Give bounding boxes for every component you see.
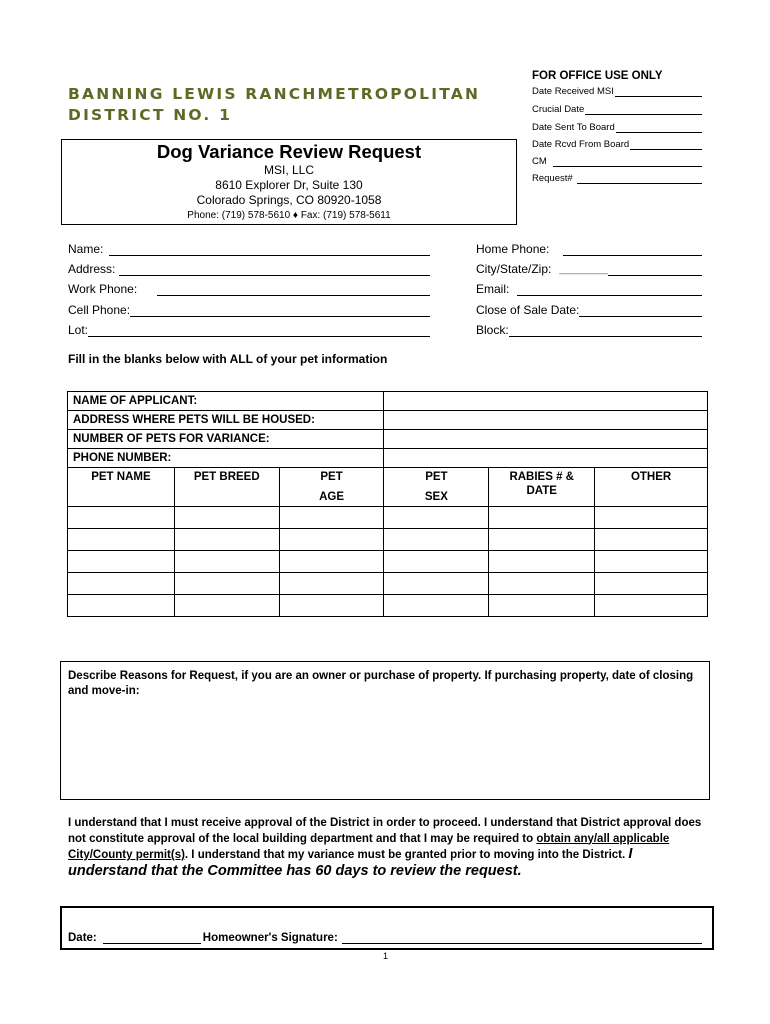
pet-info-table (67, 391, 708, 617)
date-label: Date: (68, 932, 97, 944)
col-header-pet-age-line2: AGE (319, 491, 345, 503)
pet-cell[interactable] (384, 595, 489, 617)
col-header-rabies-line2: DATE (526, 485, 557, 497)
col-header-pet-age (279, 468, 384, 507)
address-field[interactable] (68, 260, 430, 276)
office-field-label: Request# (532, 173, 573, 184)
office-field-cm[interactable] (532, 153, 702, 167)
table-row (68, 411, 708, 430)
homeowner-signature-label: Homeowner's Signature: (202, 932, 338, 944)
pet-cell[interactable] (489, 529, 595, 551)
pet-cell[interactable] (489, 573, 595, 595)
homeowner-signature-input[interactable] (342, 933, 702, 944)
pet-cell[interactable] (174, 573, 279, 595)
pet-cell[interactable] (68, 595, 175, 617)
pet-cell[interactable] (174, 529, 279, 551)
home-phone-label: Home Phone: (476, 242, 550, 256)
office-field-label: CM (532, 156, 547, 167)
pet-cell[interactable] (489, 507, 595, 529)
office-use-title: FOR OFFICE USE ONLY (532, 70, 663, 82)
table-row (68, 430, 708, 449)
office-field-label: Date Received MSI (532, 86, 614, 97)
pet-cell[interactable] (595, 529, 708, 551)
email-field[interactable] (476, 280, 702, 296)
company-address-line2: Colorado Springs, CO 80920-1058 (196, 193, 382, 207)
pet-cell[interactable] (489, 595, 595, 617)
office-field-crucial-date[interactable] (532, 101, 702, 115)
acknowledgement-text (68, 816, 708, 880)
col-header-rabies-line1: RABIES # & (509, 471, 574, 483)
col-header-other: OTHER (595, 468, 708, 507)
col-header-pet-sex-line2: SEX (424, 491, 448, 503)
pet-cell[interactable] (279, 573, 384, 595)
date-input[interactable] (103, 933, 201, 944)
city-state-zip-field[interactable] (476, 260, 702, 276)
work-phone-label: Work Phone: (68, 282, 138, 296)
signature-box (60, 906, 714, 950)
pet-cell[interactable] (174, 551, 279, 573)
pet-cell[interactable] (68, 529, 175, 551)
company-phone-fax: Phone: (719) 578-5610 ♦ Fax: (719) 578-5611 (187, 210, 391, 221)
applicant-name-label: NAME OF APPLICANT: (68, 392, 384, 411)
block-field[interactable] (476, 321, 702, 337)
city-state-zip-label: City/State/Zip: (476, 262, 552, 276)
organization-name-line1: BANNING LEWIS RANCHMETROPOLITAN (68, 85, 481, 103)
pet-cell[interactable] (174, 595, 279, 617)
pet-cell[interactable] (489, 551, 595, 573)
table-row (68, 595, 708, 617)
pet-cell[interactable] (68, 507, 175, 529)
table-header-row (68, 468, 708, 507)
close-of-sale-date-field[interactable] (476, 301, 702, 317)
pet-info-instructions: Fill in the blanks below with ALL of your pet information (68, 352, 388, 366)
cell-phone-field[interactable] (68, 301, 430, 317)
table-row (68, 392, 708, 411)
office-field-label: Crucial Date (532, 104, 585, 115)
signature-row (68, 930, 702, 944)
table-row (68, 507, 708, 529)
pet-cell[interactable] (279, 551, 384, 573)
close-of-sale-date-label: Close of Sale Date: (476, 303, 580, 317)
cell-phone-label: Cell Phone: (68, 303, 131, 317)
home-phone-field[interactable] (476, 240, 702, 256)
office-field-date-rcvd-board[interactable] (532, 136, 702, 150)
pet-cell[interactable] (279, 529, 384, 551)
page-number: 1 (383, 951, 389, 961)
pet-cell[interactable] (384, 529, 489, 551)
table-row (68, 551, 708, 573)
acknowledgement-emphasis: I understand that the Committee has 60 days to review the request. (68, 846, 633, 879)
pet-count-input[interactable] (384, 430, 708, 449)
phone-number-input[interactable] (384, 449, 708, 468)
pet-cell[interactable] (174, 507, 279, 529)
pet-cell[interactable] (595, 595, 708, 617)
company-address-line1: 8610 Explorer Dr, Suite 130 (215, 178, 363, 192)
pet-cell[interactable] (68, 551, 175, 573)
pet-cell[interactable] (384, 507, 489, 529)
pet-address-label: ADDRESS WHERE PETS WILL BE HOUSED: (68, 411, 384, 430)
form-title: Dog Variance Review Request (156, 141, 422, 162)
col-header-pet-age-line1: PET (320, 471, 343, 483)
phone-number-label: PHONE NUMBER: (68, 449, 384, 468)
block-label: Block: (476, 323, 509, 337)
name-field[interactable] (68, 240, 430, 256)
table-row (68, 529, 708, 551)
reasons-for-request-box[interactable] (60, 661, 710, 800)
pet-address-input[interactable] (384, 411, 708, 430)
applicant-name-input[interactable] (384, 392, 708, 411)
col-header-pet-breed: PET BREED (174, 468, 279, 507)
pet-cell[interactable] (279, 507, 384, 529)
office-field-date-received[interactable] (532, 83, 702, 97)
organization-name-line2: DISTRICT NO. 1 (68, 106, 233, 124)
pet-cell[interactable] (279, 595, 384, 617)
pet-cell[interactable] (384, 551, 489, 573)
acknowledgement-part1: I understand that I must receive approval of the District in order to proceed. I understand that District approval does not constitute approval of the local building department and that I may be required to (68, 817, 702, 845)
pet-cell[interactable] (384, 573, 489, 595)
office-field-label: Date Sent To Board (532, 122, 615, 133)
work-phone-field[interactable] (68, 280, 430, 296)
office-field-label: Date Rcvd From Board (532, 139, 630, 150)
form-title-box (61, 139, 517, 225)
acknowledgement-permits: obtain any/all applicable City/County permit(s) (68, 832, 670, 861)
lot-label: Lot: (68, 323, 89, 337)
col-header-pet-sex (384, 468, 489, 507)
office-field-request-number[interactable] (532, 170, 702, 184)
col-header-pet-name: PET NAME (68, 468, 175, 507)
email-label: Email: (476, 282, 510, 296)
office-field-date-sent-board[interactable] (532, 119, 702, 133)
table-row (68, 573, 708, 595)
acknowledgement-part2: . I understand that my variance must be granted prior to moving into the District. (184, 849, 629, 861)
organization-name (68, 84, 480, 126)
company-name: MSI, LLC (263, 163, 314, 177)
pet-cell[interactable] (595, 573, 708, 595)
reasons-for-request-prompt: Describe Reasons for Request, if you are an owner or purchase of property. If purchasing property, date of closing and move-in: (68, 670, 694, 697)
table-row (68, 449, 708, 468)
pet-count-label: NUMBER OF PETS FOR VARIANCE: (68, 430, 384, 449)
pet-cell[interactable] (68, 573, 175, 595)
city-state-zip-value: ________ (559, 265, 609, 275)
pet-cell[interactable] (595, 507, 708, 529)
pet-cell[interactable] (595, 551, 708, 573)
col-header-pet-sex-line1: PET (425, 471, 448, 483)
lot-field[interactable] (68, 321, 430, 337)
name-label: Name: (68, 242, 104, 256)
address-label: Address: (68, 262, 116, 276)
col-header-rabies (489, 468, 595, 507)
